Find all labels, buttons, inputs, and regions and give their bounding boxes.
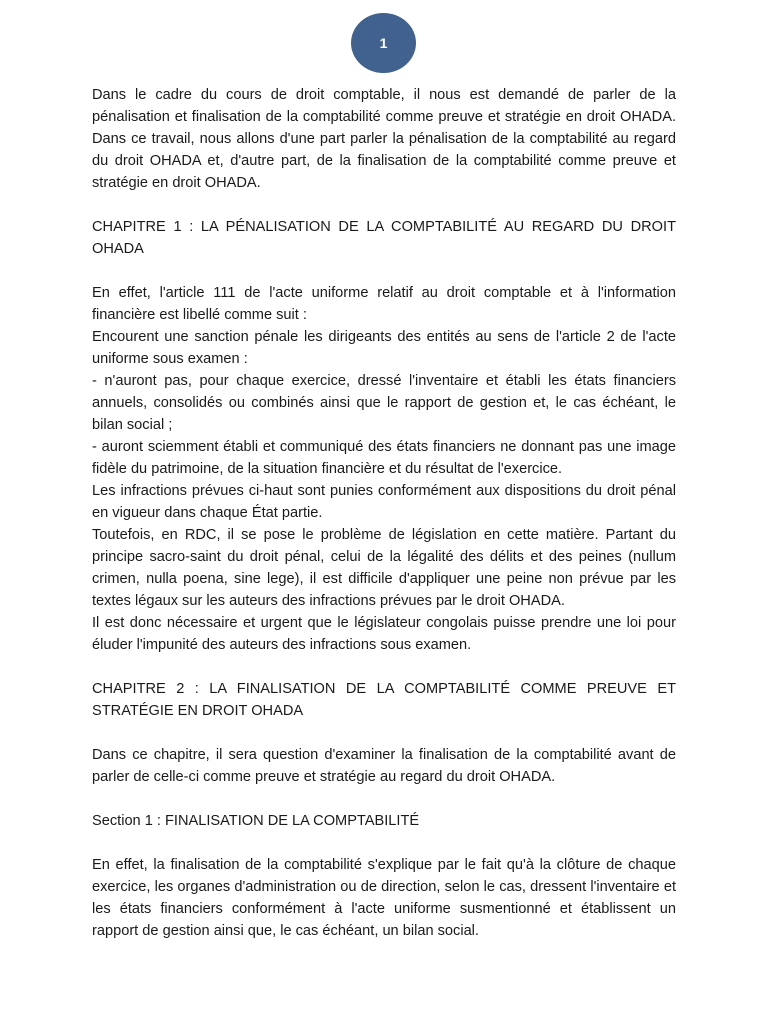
spacer xyxy=(92,656,676,678)
spacer xyxy=(92,194,676,216)
chapter-1-paragraph: - n'auront pas, pour chaque exercice, dressé l'inventaire et établi les états financiers annuels, consolidés ou combinés ainsi que le rapport de gestion et, le cas échéant, le bilan social ; xyxy=(92,373,676,433)
chapter-1-paragraph: En effet, l'article 111 de l'acte uniforme relatif au droit comptable et à l'information financière est libellé comme suit : xyxy=(92,285,676,323)
chapter-2-title: CHAPITRE 2 : LA FINALISATION DE LA COMPTABILITÉ COMME PREUVE ET STRATÉGIE EN DROIT OHADA xyxy=(92,681,676,719)
spacer xyxy=(92,788,676,810)
spacer xyxy=(92,832,676,854)
section-1-title: Section 1 : FINALISATION DE LA COMPTABILITÉ xyxy=(92,813,420,829)
spacer xyxy=(92,260,676,282)
chapter-1-paragraph: Il est donc nécessaire et urgent que le législateur congolais puisse prendre une loi pour éluder l'impunité des auteurs des infractions sous examen. xyxy=(92,615,676,653)
spacer xyxy=(92,722,676,744)
page-number-badge xyxy=(351,13,416,73)
chapter-1-paragraph: - auront sciemment établi et communiqué des états financiers ne donnant pas une image fidèle du patrimoine, de la situation financière et du résultat de l'exercice. xyxy=(92,439,676,477)
intro-paragraph: Dans le cadre du cours de droit comptable, il nous est demandé de parler de la pénalisation et finalisation de la comptabilité comme preuve et stratégie en droit OHADA. Dans ce travail, nous allons d'une part parler la pénalisation de la comptabilité au regard du droit OHADA et, d'autre part, de la finalisation de la comptabilité comme preuve et stratégie en droit OHADA. xyxy=(92,87,676,191)
chapter-2-intro: Dans ce chapitre, il sera question d'examiner la finalisation de la comptabilité avant de parler de celle-ci comme preuve et stratégie au regard du droit OHADA. xyxy=(92,747,676,785)
chapter-1-title: CHAPITRE 1 : LA PÉNALISATION DE LA COMPTABILITÉ AU REGARD DU DROIT OHADA xyxy=(92,219,676,257)
chapter-1-paragraph: Les infractions prévues ci-haut sont punies conformément aux dispositions du droit pénal en vigueur dans chaque État partie. xyxy=(92,483,676,521)
section-1-paragraph: En effet, la finalisation de la comptabilité s'explique par le fait qu'à la clôture de chaque exercice, les organes d'administration ou de direction, selon le cas, dressent l'inventaire et les états financiers conformément à l'acte uniforme susmentionné et établissent un rapport de gestion ainsi que, le cas échéant, un bilan social. xyxy=(92,857,676,939)
chapter-1-paragraph: Toutefois, en RDC, il se pose le problème de législation en cette matière. Partant du principe sacro-saint du droit pénal, celui de la légalité des délits et des peines (nullum crimen, nulla poena, sine lege), il est difficile d'appliquer une peine non prévue par les textes légaux sur les auteurs des infractions prévues par le droit OHADA. xyxy=(92,527,676,609)
page-number: 1 xyxy=(379,35,388,51)
chapter-1-paragraph: Encourent une sanction pénale les dirigeants des entités au sens de l'article 2 de l'acte uniforme sous examen : xyxy=(92,329,676,367)
document-body xyxy=(92,84,676,942)
